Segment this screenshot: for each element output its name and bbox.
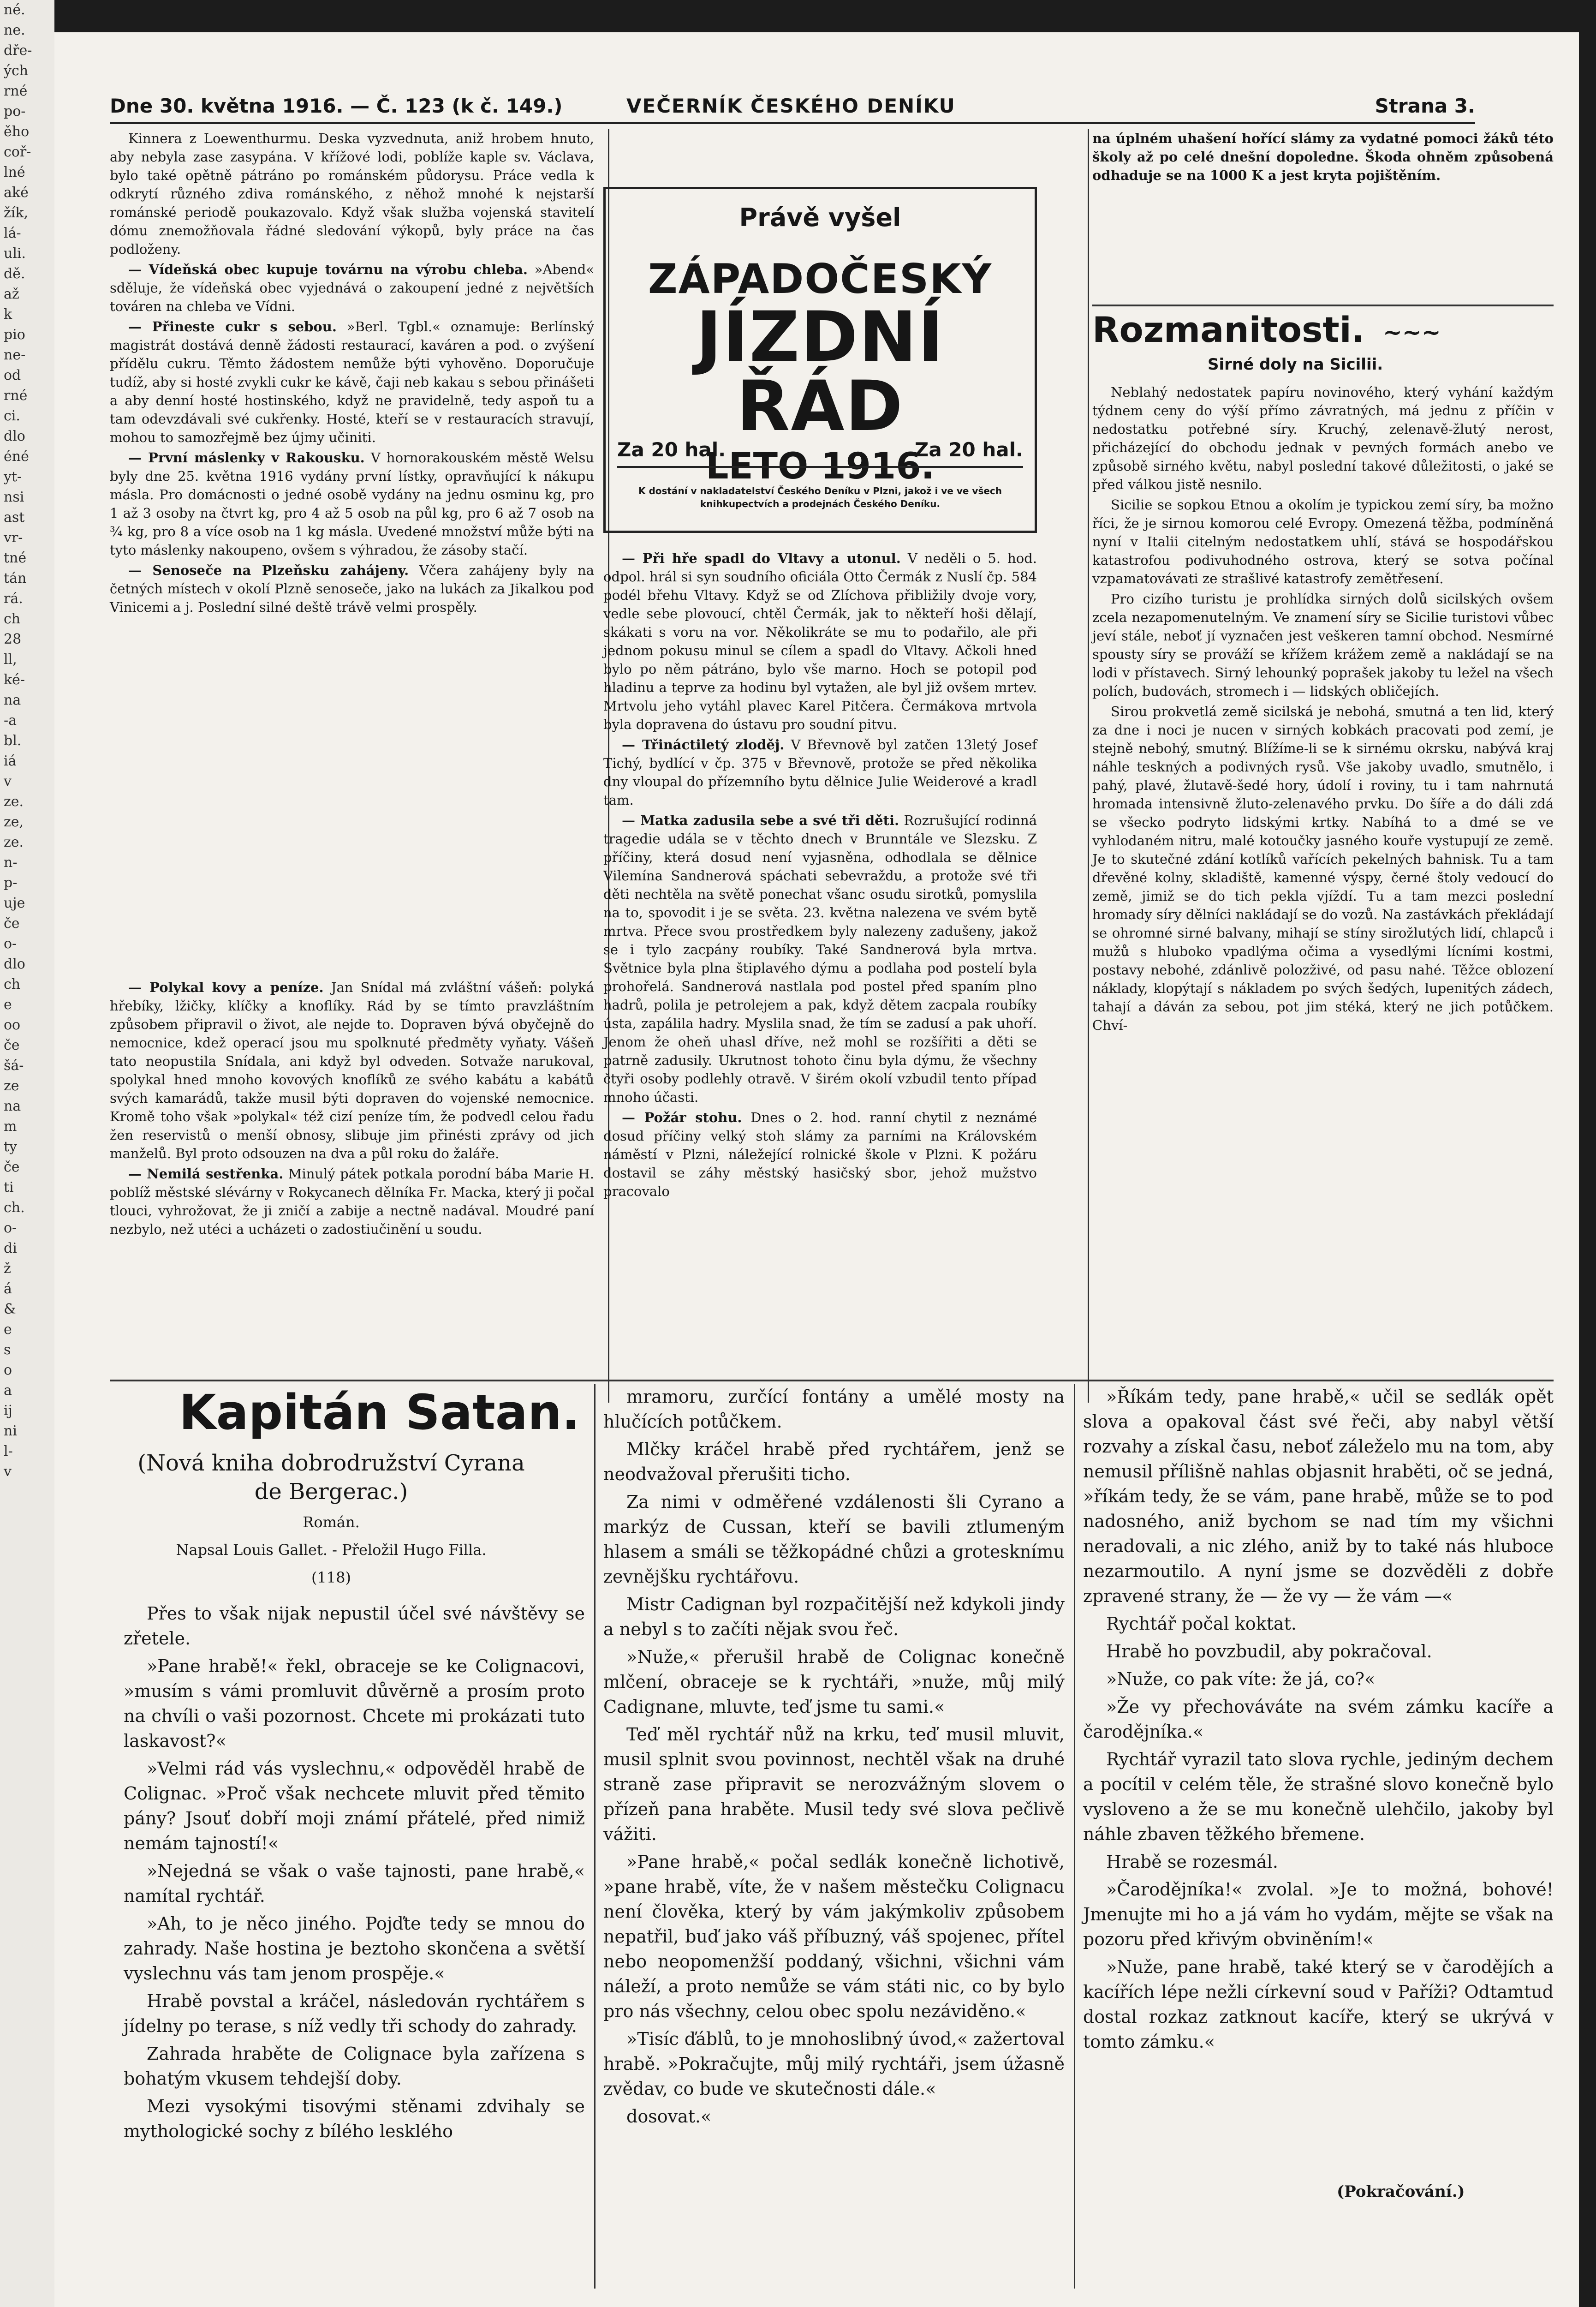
strip-fragment: & [4, 1301, 16, 1317]
news-body: Minulý pátek potkala porodní bába Marie H. poblíž městské slévárny v Rokycanech dělníka Fr. Macka, který ji počal tlouci, vyhrožovat, že ji zničí a zabije a nectně nadával. Moudré paní nezbylo, než utéci a ucházeti o zadostiučinění u soudu. [110, 1166, 594, 1237]
price-right: Za 20 hal. [914, 438, 1023, 461]
strip-fragment: o [4, 1362, 12, 1378]
strip-fragment: po- [4, 103, 26, 120]
newspaper-page [54, 32, 1579, 2307]
paragraph: Hrabě se rozesmál. [1106, 1852, 1278, 1872]
news-headline: — Senoseče na Plzeňsku zahájeny. [128, 562, 409, 578]
paragraph: Teď měl rychtář nůž na krku, teď musil mluvit, musil splnit svou povinnost, nechtěl však na druhé straně zase připravit se nerozvážným slovem o přízeň pana hraběte. Musil tedy své slova pečlivě vážiti. [603, 1724, 1065, 1844]
article-subhead: Sirné doly na Sicilii. [1208, 355, 1383, 374]
paragraph: »Ah, to je něco jiného. Pojďte tedy se mnou do zahrady. Naše hostina je beztoho skončena a světší vyslechnu vás tam jenom prospěje.« [124, 1913, 585, 1984]
serial-column-2 [603, 1384, 1065, 2132]
news-body: V Břevnově byl zatčen 13letý Josef Tichý, bydlící v čp. 375 v Břevnově, protože se před několika dny vloupal do přízemního bytu dělnice Julie Weiderové a kradl tam. [603, 737, 1037, 808]
strip-fragment: ch. [4, 1200, 25, 1216]
strip-fragment: v [4, 1464, 12, 1480]
strip-fragment: dlo [4, 428, 25, 444]
strip-fragment: ne. [4, 22, 25, 38]
paragraph: »Nuže, pane hrabě, také který se v čarodějích a kacířích lépe nežli církevní soud v Paříži? Odtamtud dostal rozkaz zatknout kacíře, který se ukrývá v tomto zámku.« [1083, 1957, 1554, 2052]
strip-fragment: rné [4, 83, 28, 99]
news-headline: — Vídeňská obec kupuje továrnu na výrobu chleba. [128, 262, 528, 277]
serial-genre: Román. [303, 1513, 360, 1531]
paragraph: Za nimi v odměřené vzdálenosti šli Cyrano a markýz de Cussan, kteří se bavili ztlumeným hlasem a smáli se těžkopádné chůzi a grotesknímu zevnějšku rychtářovu. [603, 1492, 1065, 1587]
news-body: Dnes o 2. hod. ranní chytil z neznámé dosud příčiny velký stoh slámy za parními na Královském náměstí v Plzni, náležející rolnické škole v Plzni. K požáru dostavil se záhy městský hasičský sbor, jehož mužstvo pracovalo [603, 1110, 1037, 1199]
strip-fragment: dě. [4, 266, 25, 282]
strip-fragment: ll, [4, 651, 17, 668]
news-item [110, 129, 594, 258]
news-item [110, 561, 594, 616]
news-headline: — Matka zadusila sebe a své tři děti. [622, 813, 899, 828]
paragraph: »Čarodějníka!« zvolal. »Je to možná, bohové! Jmenujte mi ho a já vám ho vydám, mějte se však na pozoru před křivým obviněním!« [1083, 1879, 1554, 1949]
paragraph: »Nejedná se však o vaše tajnosti, pane hrabě,« namítal rychtář. [124, 1861, 585, 1906]
section-rule [1092, 305, 1554, 306]
strip-fragment: rné [4, 388, 28, 404]
strip-fragment: pio [4, 327, 25, 343]
strip-fragment: aké [4, 185, 29, 201]
strip-fragment: ěho [4, 124, 30, 140]
paragraph: dosovat.« [626, 2106, 712, 2127]
news-headline: — Polykal kovy a peníze. [128, 980, 324, 995]
news-item [603, 735, 1037, 809]
news-body: »Abend« sděluje, že vídeňská obec vyjednává o zakoupení jedné z největších továren na chleba ve Vídni. [110, 262, 595, 314]
serial-title: Kapitán Satan. [179, 1384, 580, 1440]
column-divider [594, 1384, 596, 2289]
column-divider [1074, 1384, 1075, 2289]
strip-fragment: až [4, 286, 19, 302]
news-item [110, 260, 594, 316]
strip-fragment: na [4, 1098, 21, 1114]
strip-fragment: če [4, 915, 20, 932]
serial-subtitle: (Nová kniha dobrodružství Cyrana de Bergerac.) [137, 1450, 525, 1505]
strip-fragment: k [4, 306, 12, 323]
page-header [110, 92, 1475, 124]
strip-fragment: lné [4, 164, 25, 180]
strip-fragment: ých [4, 63, 29, 79]
strip-fragment: m [4, 1118, 17, 1135]
paragraph: Mezi vysokými tisovými stěnami zdvihaly se mythologické sochy z bílého lesklého [124, 2096, 585, 2141]
strip-fragment: uje [4, 895, 25, 911]
paragraph: »Říkám tedy, pane hrabě,« učil se sedlák opět slova a opakoval část své řeči, aby nabyl větší rozvahy a získal času, neboť záleželo mu na tom, aby nemusil přílišně nahlas objasnit hraběti, oč se jedná, »říkám tedy, že se vám, pane hrabě, může se to pod nadosného, aniž bychom se nad tím my všichni neradovali, a nic zlého, aniž by to také nás hluboce nezarmoutilo. A nyní jsme se dozvěděli z dobře zpravené strany, že — že vy — že vám —« [1083, 1387, 1554, 1606]
strip-fragment: ze, [4, 814, 24, 830]
strip-fragment: bl. [4, 733, 22, 749]
news-column-3 [1092, 383, 1554, 1036]
paragraph: »Nuže, co pak víte: že já, co?« [1106, 1669, 1376, 1689]
strip-fragment: tán [4, 570, 27, 586]
strip-fragment: dlo [4, 956, 25, 972]
news-item [110, 448, 594, 559]
strip-fragment: od [4, 367, 21, 383]
serial-divider [110, 1380, 1554, 1381]
strip-fragment: ast [4, 509, 25, 526]
paragraph: Pro cizího turistu je prohlídka sirných dolů sicilských ovšem zcela nezapomenutelným. Ve znamení síry se Sicilie turistovi vůbec jeví stále, neboť jí vyznačen jest veškeren tamní obchod. Nesmírné spousty síry se prováží se křížem krážem země a nakládají se na lodi v přístavech. Sirný lehounký poprašek jakoby tu ležel na všech polích, budovách, stromech i — lidských obličejích. [1092, 591, 1554, 699]
strip-fragment: na [4, 692, 21, 708]
strip-fragment: yt- [4, 469, 22, 485]
strip-fragment: oo [4, 1017, 21, 1033]
strip-fragment: tné [4, 550, 27, 566]
paragraph: »Velmi rád vás vyslechnu,« odpověděl hrabě de Colignac. »Proč však nechcete mluvit před těmito pány? Jsouť dobří moji známí přátelé, před nimiž nemám tajností!« [124, 1758, 585, 1853]
strip-fragment: á [4, 1281, 12, 1297]
paragraph: Rychtář počal koktat. [1106, 1614, 1297, 1634]
paragraph: Rychtář vyrazil tato slova rychle, jediným dechem a pocítil v celém těle, že strašné slovo konečně bylo vysloveno a že se mu konečně ulehčilo, jakoby byl náhle zbaven těžkého břemene. [1083, 1749, 1554, 1844]
serial-credits: Napsal Louis Gallet. - Přeložil Hugo Filla. [176, 1541, 487, 1559]
news-body: V neděli o 5. hod. odpol. hrál si syn soudního oficiála Otto Čermák z Nuslí čp. 584 podél břehu Vltavy. Když se od Zlíchova přibližily dvoje vory, vedle sebe plovoucí, chtěl Čermák, jak to někteří hoši dělají, skákati s voru na vor. Několikráte se mu to podařilo, ale při jednom pokusu minul se cílem a spadl do Vltavy. Ačkoli hned bylo po něm pátráno, bylo vše marno. Hoch se potopil pod hladinu a teprve za hodinu byl vytažen, ale byl již ovšem mrtev. Mrtvolu jeho vytáhl plavec Karel Pitčera. Čermákova mrtvola byla dopravena do ústavu pro soudní pitvu. [603, 550, 1037, 732]
strip-fragment: p- [4, 875, 18, 891]
news-body: Včera zahájeny byly na četných místech v okolí Plzně senoseče, jako na lukách za Jikalkou pod Vinicemi a j. Poslední silné deště trávě velmi prospěly. [110, 562, 594, 615]
ad-note: K dostání v nakladatelství Českého Deníku v Plzni, jakož i ve ve všech knihkupectvích a prodejnách Českého Deníku. [638, 485, 1002, 509]
serial-number: (118) [311, 1569, 351, 1586]
adjacent-page-strip [0, 0, 54, 2307]
issue-date: Dne 30. května 1916. — Č. 123 (k č. 149.) [110, 95, 563, 117]
news-body: Jan Snídal má zvláštní vášeň: polyká hřebíky, lžičky, klíčky a knoflíky. Rád by se tímto pravzláštním způsobem připravil o život, ale nejde to. Dopraven bývá obyčejně do nemocnice, kdež operací jsou mu spolknuté předměty vyňaty. Vášeň tato neopustila Snídala, ani když byl odveden. Sotvaže narukoval, spolykal hned mnoho kovových knoflíků ze svého kabátu a kabátů svých kamarádů, takže musil býti dopraven do vojenské nemocnice. Kromě toho však »polykal« též cizí peníze tím, že podvedl celou řadu žen reservistů o menší obnosy, slibuje jim přinésti zprávy od jich manželů. Byl proto odsouzen na dva a půl roku do žaláře. [110, 980, 595, 1161]
price-left: Za 20 hal. [617, 438, 726, 461]
strip-fragment: ch [4, 976, 21, 992]
strip-fragment: e [4, 997, 12, 1013]
section-title: Rozmanitosti. [1092, 309, 1365, 350]
strip-fragment: o- [4, 1220, 17, 1236]
page-number: Strana 3. [1375, 95, 1475, 117]
strip-fragment: šá- [4, 1058, 24, 1074]
strip-fragment: s [4, 1342, 11, 1358]
strip-fragment: uli. [4, 245, 26, 262]
paragraph: mramoru, zurčící fontány a umělé mosty na hlučících potůčkem. [603, 1387, 1065, 1432]
strip-fragment: ty [4, 1139, 18, 1155]
strip-fragment: ti [4, 1179, 14, 1195]
news-column-1 [110, 129, 594, 618]
strip-fragment: l- [4, 1443, 13, 1459]
news-item [603, 1108, 1037, 1201]
strip-fragment: če [4, 1037, 20, 1053]
strip-fragment: ze [4, 1078, 19, 1094]
paragraph: Mlčky kráčel hrabě před rychtářem, jenž se neodvažoval přerušiti ticho. [603, 1439, 1065, 1484]
paragraph: Hrabě povstal a kráčel, následován rychtářem s jídelny po terase, s níž vedly tři schody do zahrady. [124, 1991, 585, 2036]
strip-fragment: rá. [4, 591, 23, 607]
news-headline: — První máslenky v Rakousku. [128, 450, 365, 466]
news-column-1-lower [110, 978, 594, 1240]
strip-fragment: e [4, 1321, 12, 1338]
ad-line3: LETO 1916. [705, 446, 935, 487]
news-headline: — Požár stohu. [622, 1110, 742, 1125]
news-item [110, 978, 594, 1163]
strip-fragment: o- [4, 936, 17, 952]
strip-fragment: a [4, 1382, 12, 1399]
strip-fragment: ni [4, 1423, 17, 1439]
continued-note: (Pokračování.) [1337, 2182, 1465, 2201]
column-divider [1088, 129, 1089, 1403]
column-3-top [1092, 129, 1554, 186]
strip-fragment: če [4, 1159, 20, 1175]
strip-fragment: coř- [4, 144, 31, 160]
news-headline: — Třináctiletý zloděj. [622, 737, 785, 753]
news-item [110, 1165, 594, 1238]
fire-continuation: na úplném uhašení hořící slámy za vydatné pomoci žáků této školy až po celé dnešní dopoledne. Škoda ohněm způsobená odhaduje se na 1000 K a jest kryta pojištěním. [1092, 131, 1554, 183]
paragraph: Přes to však nijak nepustil účel své návštěvy se zřetele. [124, 1603, 585, 1649]
strip-fragment: ze. [4, 834, 24, 850]
strip-fragment: ne- [4, 347, 26, 363]
strip-fragment: ci. [4, 408, 20, 424]
paragraph: »Nuže,« přerušil hrabě de Colignac konečně mlčení, obraceje se k rychtáři, »nuže, můj milý Cadignane, mluvte, teď jsme tu sami.« [603, 1647, 1065, 1717]
paragraph: Mistr Cadignan byl rozpačitější než kdykoli jindy a nebyl s to začíti nějak svou řeč. [603, 1594, 1065, 1639]
news-body: »Berl. Tgbl.« oznamuje: Berlínský magistrát dostává denně žádosti restaurací, kaváren a pod. o zvýšení přídělu cukru. Těmto žádostem nemůže býti vyhověno. Doporučuje tudíž, aby si hosté zvykli cukr ke kávě, čaji neb kakau s sebou přinášeti a aby denní hosté hostinského, když ne pravidelně, tedy aspoň tu a tam odevzdávali své cukřenky. Hosté, kteří se v restauracích stravují, mohou to samozřejmě bez újmy učiniti. [110, 319, 595, 445]
strip-fragment: n- [4, 855, 18, 871]
strip-fragment: v [4, 773, 12, 789]
news-headline: — Nemilá sestřenka. [128, 1166, 284, 1182]
news-item [603, 549, 1037, 734]
strip-fragment: éné [4, 448, 29, 465]
paragraph: Neblahý nedostatek papíru novinového, který vyhání každým týdnem ceny do výší přímo závratných, má jednu z příčin v nedostatku potřebné síry. Kruchý, zelenavě-žlutý nerost, přicházející do obchodu jednak v pevných formách anebo ve způsobě sirného květu, nabyl poslední takové důležitosti, o jaké se před válkou jistě nesnilo. [1092, 384, 1554, 492]
strip-fragment: lá- [4, 225, 21, 241]
ad-banner: Právě vyšel [739, 203, 901, 232]
timetable-advertisement [603, 187, 1037, 533]
strip-fragment: ij [4, 1403, 12, 1419]
strip-fragment: ké- [4, 672, 25, 688]
strip-fragment: -a [4, 712, 17, 729]
paragraph: Sirou prokvetlá země sicilská je nebohá, smutná a ten lid, který za dne i noci je nucen v sirných kobkách pracovati pod zemí, je stejně nebohý, smutný. Blížíme-li se k sirnému okrsku, nabývá kraj náhle teskných a podivných rysů. Vše jakoby uvadlo, smutnělo, i pahý, plavé, žlutavě-šedé hory, údolí i roviny, tu i tam nahrnutá hromada intensivně žluto-zelenavého prvku. Do šíře a do dáli zdá se všecko podryto lidskými krtky. Nabíhá to a dmé se ve vyhlodaném nitru, malé kotoučky jasného kouře vystupují ze země. Je to skutečné zdání kotlíků vařících pekelných bahnisk. Tu a tam dřevěné kolny, skladiště, kamenné výspy, černé štoly vedoucí do země, jimiž se do tich pekla vjíždí. Tu a tam mezci poslední hromady síry dělníci nakládají se do vozů. Na zastávkách překládají se ohromné sirné balvany, mihají se stíny sirožlutých lidí, chlapců i mužů s hluboko vpadlýma očima a vysedlými lícními kostmi, postavy nebohé, zdánlivě polozživé, od pasu nahé. Těžce oblození náklady, klopýtají s nákladem po svých šedých, lupenitých zádech, tahají a dáván za sebou, pot jim stéká, který ne jich potůčkem. Chví- [1092, 704, 1554, 1033]
strip-fragment: ž [4, 1261, 11, 1277]
strip-fragment: dře- [4, 42, 32, 59]
serial-column-3 [1083, 1384, 1554, 2057]
strip-fragment: vr- [4, 530, 23, 546]
serial-column-1 [124, 1601, 585, 2146]
paragraph: »Tisíc ďáblů, to je mnohoslibný úvod,« zažertoval hrabě. »Pokračujte, můj milý rychtáři, jsem úžasně zvědav, co bude ve skutečnosti dále.« [603, 2029, 1065, 2099]
paragraph: Zahrada hraběte de Colignace byla zařízena s bohatým vkusem tehdejší doby. [124, 2044, 585, 2089]
news-headline: — Při hře spadl do Vltavy a utonul. [622, 550, 901, 566]
paragraph: »Pane hrabě,« počal sedlák konečně lichotivě, »pane hrabě, víte, že v našem městečku Colignacu není člověka, který by vám jakýmkoliv způsobem nepatřil, buď jako váš příbuzný, váš spojenec, přítel nebo neopomenžší poddaný, všichni, všichni vám náleží, a proto nemůže se vám státi nic, co by bylo pro nás všechny, celou obec spolu nezáviděno.« [603, 1852, 1065, 2021]
paragraph: »Že vy přechováváte na svém zámku kacíře a čarodějníka.« [1083, 1697, 1554, 1742]
news-item [110, 317, 594, 447]
strip-fragment: žík, [4, 205, 29, 221]
news-body: V hornorakouském městě Welsu byly dne 25. května 1916 vydány první lístky, opravňující k nákupu másla. Pro domácnosti o jedné osobě vydány na jednu osminu kg, pro 1 až 3 osoby na čtvrt kg, pro 4 až 5 osob na půl kg, pro 6 až 7 osob na ¾ kg, pro 8 a více osob na 1 kg másla. Uvedené množství může býti na tyto máslenky nakoupeno, ovšem s výhradou, že zásoby stačí. [110, 450, 595, 558]
strip-fragment: nsi [4, 489, 24, 505]
ad-line1: ZÁPADOČESKÝ [648, 255, 993, 303]
news-item [603, 811, 1037, 1106]
newspaper-title: VEČERNÍK ČESKÉHO DENÍKU [626, 95, 956, 117]
strip-fragment: ze. [4, 794, 24, 810]
paragraph: Hrabě ho povzbudil, aby pokračoval. [1106, 1641, 1432, 1662]
ornament: ~~~ [1383, 318, 1441, 346]
strip-fragment: ch [4, 611, 21, 627]
strip-fragment: di [4, 1240, 17, 1256]
strip-fragment: 28 [4, 631, 22, 647]
news-headline: — Přineste cukr s sebou. [128, 319, 337, 335]
strip-fragment: né. [4, 2, 25, 18]
news-column-2 [603, 549, 1037, 1202]
ad-prices [617, 438, 1023, 468]
paragraph: Sicilie se sopkou Etnou a okolím je typickou zemí síry, ba možno říci, že je sirnou komorou celé Evropy. Omezená těžba, podmíněná nyní v Italii citelným nedostatkem uhlí, stává se hospodářskou katastrofou podivuhodného ostrova, který se sotva počínal vzpamatovávati ze strašlivé katastrofy zemětřesení. [1092, 497, 1554, 586]
ad-line2: JÍZDNÍ ŘÁD [696, 297, 945, 447]
paragraph: »Pane hrabě!« řekl, obraceje se ke Colignacovi, »musím s vámi promluvit důvěrně a prosím proto na chvíli o vaši pozornost. Chcete mi prokázati tuto laskavost?« [124, 1656, 585, 1751]
news-body: Rozrušující rodinná tragedie udála se v těchto dnech v Brunntále ve Slezsku. Z příčiny, která dosud není vyjasněna, odhodlala se dělnice Vilemína Sandnerová spáchati sebevraždu, a protože své tři děti nechtěla na světě ponechat všanc osudu sirotků, pomyslila na to, spovodit i je se světa. 23. května nalezena ve svém bytě mrtva. Přece svou prostředkem byly nalezeny zadušeny, jakož se i tylo zacpány roubíky. Také Sandnerová byla mrtva. Světnice byla plna štiplavého dýmu a podlaha pod postelí byla prohořelá. Sandnerová nastlala pod postel před spaním plno hadrů, polila je petrolejem a pak, když dětem zacpala roubíky ústa, zapálila hadry. Myslila snad, že tím se zadusí a pak uhoří. Jenom že oheň uhasl dříve, než mohl se rozšířiti a děti se patrně zadusily. Ukrutnost tohoto činu byla dýmu, že všechny čtyři osoby podlehly otravě. V širém okolí vzbudil tento případ mnoho účasti. [603, 813, 1037, 1105]
strip-fragment: iá [4, 753, 17, 769]
news-body: Kinnera z Loewenthurmu. Deska vyzvednuta, aniž hrobem hnuto, aby nebyla zase zasypána. V křížové lodi, poblíže kaple sv. Václava, bylo také opětně pátráno po románském půdorysu. Práce vedla k odkrytí různého zdiva románského, z něhož mnohé k nejstarší románské periodě poukazovalo. Když však služba vojenská stavitelí dómu znemožňovala řádné sledování výkopů, byly práce na čas podloženy. [110, 131, 594, 257]
